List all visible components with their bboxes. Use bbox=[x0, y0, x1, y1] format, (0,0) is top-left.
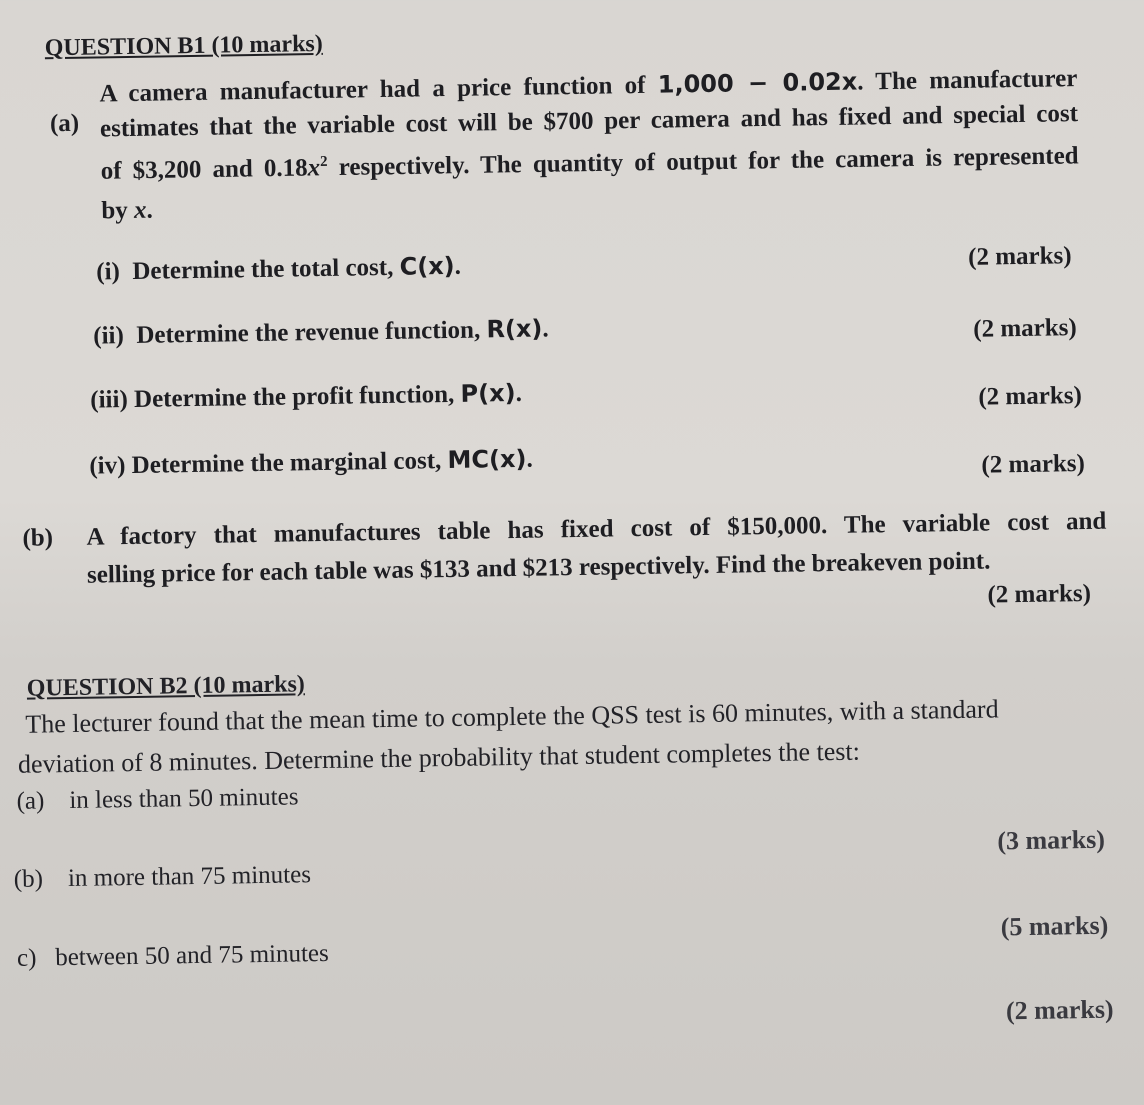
b1-a-line-2: estimates that the variable cost will be $700 per camera and has fixed and special cost bbox=[99, 100, 1079, 143]
b1-a-part-iii bbox=[90, 378, 522, 416]
part-end: . bbox=[526, 445, 533, 473]
part-text: Determine the total cost, bbox=[132, 253, 400, 285]
part-end: . bbox=[454, 252, 462, 280]
b1-b-line-2: selling price for each table was $133 and $213 respectively. Find the breakeven point. bbox=[86, 547, 991, 589]
b1-a-line-3-end: respectively. The quantity of output for the camera is represented bbox=[327, 142, 1079, 182]
part-math: C(x) bbox=[399, 251, 455, 281]
b1-a-line-1-end: . The manufacturer bbox=[857, 65, 1078, 96]
b2-line-2: deviation of 8 minutes. Determine the probability that student completes the test: bbox=[17, 736, 861, 779]
question-b2-heading: QUESTION B2 (10 marks) bbox=[26, 671, 306, 702]
part-label: c) bbox=[16, 944, 37, 972]
b2-part-a bbox=[16, 782, 298, 816]
b1-a-line-1-text: A camera manufacturer had a price function of bbox=[99, 71, 658, 108]
part-label: (b) bbox=[13, 865, 44, 893]
b1-a-line-4-end: . bbox=[146, 196, 153, 224]
part-label: (ii) bbox=[93, 322, 125, 350]
price-function-math: 1,000 − 0.02x bbox=[657, 67, 858, 99]
part-math: R(x) bbox=[486, 314, 543, 344]
part-label: (iii) bbox=[90, 386, 129, 414]
part-text: in more than 75 minutes bbox=[67, 861, 312, 893]
part-end: . bbox=[542, 315, 549, 343]
b1-a-line-3-text: of $3,200 and 0.18 bbox=[100, 154, 308, 185]
b2-line-1: The lecturer found that the mean time to complete the QSS test is 60 minutes, with a standard bbox=[25, 694, 999, 739]
b1-a-part-ii bbox=[93, 313, 549, 351]
b1-b-marks: (2 marks) bbox=[987, 579, 1092, 609]
variable-x: x bbox=[307, 154, 321, 182]
b1-a-part-iv bbox=[89, 444, 533, 482]
b1-b-line-1: A factory that manufactures table has fixed cost of $150,000. The variable cost and bbox=[86, 507, 1107, 551]
part-label: (a) bbox=[16, 787, 45, 815]
part-text: Determine the revenue function, bbox=[136, 316, 487, 349]
part-math: P(x) bbox=[460, 378, 516, 408]
exponent: 2 bbox=[319, 153, 328, 170]
b1-b-label: (b) bbox=[22, 524, 54, 552]
part-text: between 50 and 75 minutes bbox=[55, 939, 329, 972]
b1-a-part-i bbox=[96, 251, 461, 288]
part-math: MC(x) bbox=[447, 444, 527, 475]
b2-part-b-marks: (5 marks) bbox=[1000, 910, 1109, 942]
b1-a-part-ii-marks: (2 marks) bbox=[973, 314, 1077, 343]
b2-part-c-marks: (2 marks) bbox=[1005, 994, 1114, 1026]
question-b1-heading: QUESTION B1 (10 marks) bbox=[44, 30, 323, 62]
variable-x-2: x bbox=[133, 196, 147, 224]
part-label: (i) bbox=[96, 258, 121, 286]
b2-part-b bbox=[14, 860, 312, 895]
part-end: . bbox=[515, 379, 523, 407]
b2-part-c bbox=[17, 939, 329, 974]
b2-part-a-marks: (3 marks) bbox=[997, 824, 1106, 856]
b1-a-line-4 bbox=[101, 196, 153, 227]
b1-a-label: (a) bbox=[49, 109, 80, 138]
part-label: (iv) bbox=[89, 452, 126, 480]
b1-a-part-i-marks: (2 marks) bbox=[967, 242, 1072, 271]
part-text: in less than 50 minutes bbox=[69, 783, 299, 815]
part-text: Determine the marginal cost, bbox=[131, 447, 448, 479]
b1-a-part-iv-marks: (2 marks) bbox=[981, 450, 1086, 479]
part-text: Determine the profit function, bbox=[133, 380, 461, 413]
b1-a-line-3 bbox=[100, 135, 1078, 187]
b1-a-line-4-text: by bbox=[101, 196, 135, 225]
b1-a-part-iii-marks: (2 marks) bbox=[978, 382, 1083, 411]
